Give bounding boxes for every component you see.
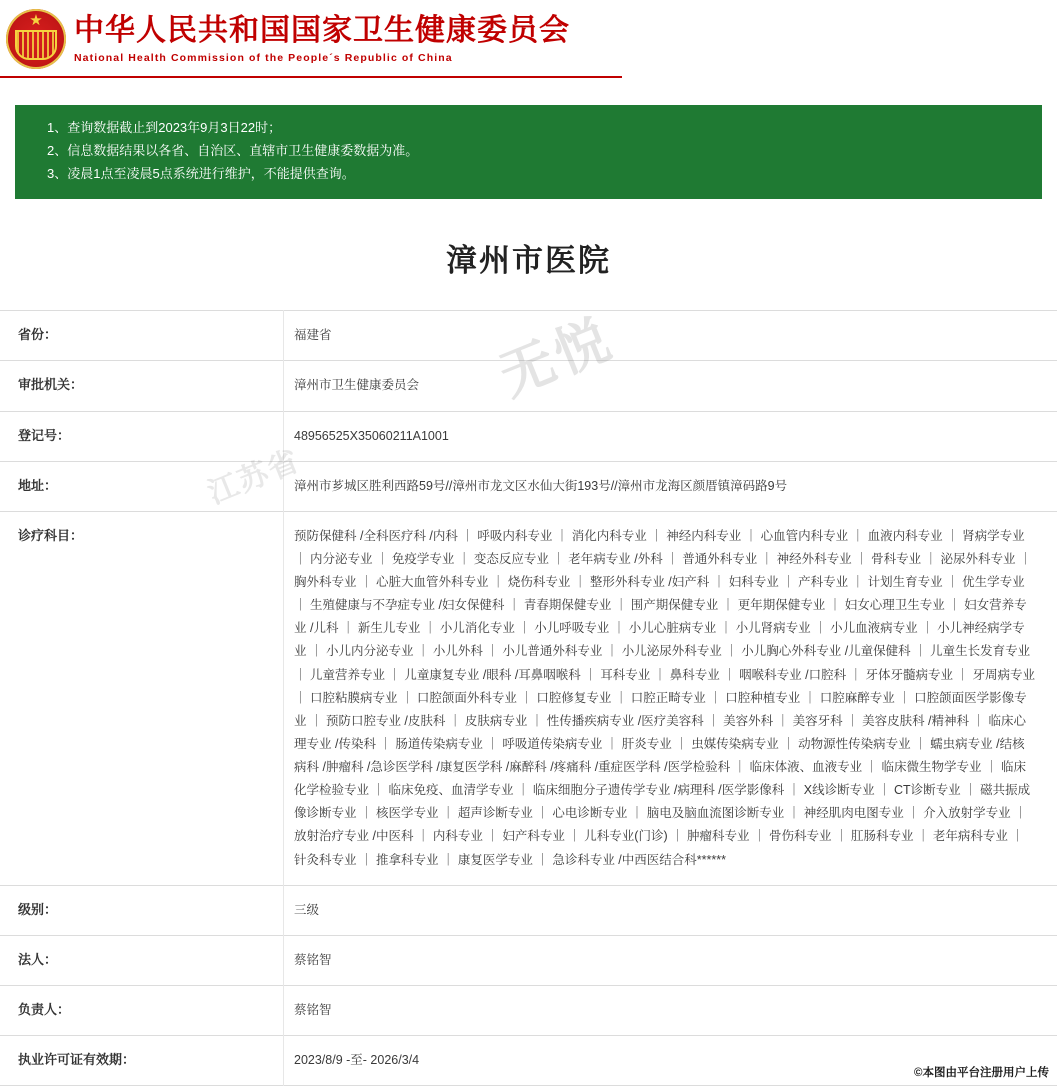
- page-title: 漳州市医院: [0, 235, 1057, 280]
- row-label-level: 级别：: [0, 885, 284, 935]
- table-row: [0, 935, 1057, 985]
- table-row: [0, 461, 1057, 511]
- hospital-info-table: [0, 310, 1057, 1086]
- site-header: [0, 0, 1057, 79]
- row-label-person-in-charge: 负责人：: [0, 985, 284, 1035]
- row-label-license-validity: 执业许可证有效期：: [0, 1036, 284, 1086]
- table-row: [0, 1036, 1057, 1086]
- row-value-authority: 漳州市卫生健康委员会: [284, 361, 1057, 411]
- watermark-primary: 无悦: [487, 296, 623, 411]
- footer-credit: ©本图由平台注册用户上传: [914, 1064, 1049, 1080]
- header-inner: [0, 0, 622, 78]
- table-row: [0, 361, 1057, 411]
- header-text: [74, 14, 570, 64]
- table-row: [0, 311, 1057, 361]
- row-label-province: 省份：: [0, 311, 284, 361]
- notice-line-3: 3、凌晨1点至凌晨5点系统进行维护，不能提供查询。: [47, 163, 1024, 186]
- header-title-en: National Health Commission of the People´s Republic of China: [74, 52, 570, 64]
- table-row: [0, 511, 1057, 885]
- table-row: [0, 411, 1057, 461]
- header-title-cn: 中华人民共和国国家卫生健康委员会: [74, 14, 570, 49]
- row-value-level: 三级: [284, 885, 1057, 935]
- row-label-scope: 诊疗科目：: [0, 511, 284, 885]
- header-divider: [0, 76, 622, 78]
- row-value-license-validity: 2023/8/9 -至- 2026/3/4: [284, 1036, 1057, 1086]
- row-label-registration-no: 登记号：: [0, 411, 284, 461]
- notice-line-1: 1、查询数据截止到2023年9月3日22时；: [47, 117, 1024, 140]
- table-row: [0, 885, 1057, 935]
- row-label-authority: 审批机关：: [0, 361, 284, 411]
- row-value-address: 漳州市芗城区胜利西路59号//漳州市龙文区水仙大街193号//漳州市龙海区颜厝镇漳码路9号: [284, 461, 1057, 511]
- row-value-scope: 预防保健科 /全科医疗科 /内科 ｜ 呼吸内科专业 ｜ 消化内科专业 ｜ 神经内科专业 ｜ 心血管内科专业 ｜ 血液内科专业 ｜ 肾病学专业 ｜ 内分泌专业 ｜ 免疫学专业 ｜ 变态反应专业 ｜ 老年病专业 /外科 ｜ 普通外科专业 ｜ 神经外科专业 ｜ 骨科专业 ｜ 泌尿外科专业 ｜ 胸外科专业 ｜ 心脏大血管外科专业 ｜ 烧伤科专业 ｜ 整形外科专业 /妇产科 ｜ 妇科专业 ｜ 产科专业 ｜ 计划生育专业 ｜ 优生学专业 ｜ 生殖健康与不孕症专业 /妇女保健科 ｜ 青春期保健专业 ｜ 围产期保健专业 ｜ 更年期保健专业 ｜ 妇女心理卫生专业 ｜ 妇女营养专业 /儿科 ｜ 新生儿专业 ｜ 小儿消化专业 ｜ 小儿呼吸专业 ｜ 小儿心脏病专业 ｜ 小儿肾病专业 ｜ 小儿血液病专业 ｜ 小儿神经病学专业 ｜ 小儿内分泌专业 ｜ 小儿外科 ｜ 小儿普通外科专业 ｜ 小儿泌尿外科专业 ｜ 小儿胸心外科专业 /儿童保健科 ｜ 儿童生长发育专业 ｜ 儿童营养专业 ｜ 儿童康复专业 /眼科 /耳鼻咽喉科 ｜ 耳科专业 ｜ 鼻科专业 ｜ 咽喉科专业 /口腔科 ｜ 牙体牙髓病专业 ｜ 牙周病专业 ｜ 口腔粘膜病专业 ｜ 口腔颌面外科专业 ｜ 口腔修复专业 ｜ 口腔正畸专业 ｜ 口腔种植专业 ｜ 口腔麻醉专业 ｜ 口腔颌面医学影像专业 ｜ 预防口腔专业 /皮肤科 ｜ 皮肤病专业 ｜ 性传播疾病专业 /医疗美容科 ｜ 美容外科 ｜ 美容牙科 ｜ 美容皮肤科 /精神科 ｜ 临床心理专业 /传染科 ｜ 肠道传染病专业 ｜ 呼吸道传染病专业 ｜ 肝炎专业 ｜ 虫媒传染病专业 ｜ 动物源性传染病专业 ｜ 蠕虫病专业 /结核病科 /肿瘤科 /急诊医学科 /康复医学科 /麻醉科 /疼痛科 /重症医学科 /医学检验科 ｜ 临床体液、血液专业 ｜ 临床微生物学专业 ｜ 临床化学检验专业 ｜ 临床免疫、血清学专业 ｜ 临床细胞分子遗传学专业 /病理科 /医学影像科 ｜ X线诊断专业 ｜ CT诊断专业 ｜ 磁共振成像诊断专业 ｜ 核医学专业 ｜ 超声诊断专业 ｜ 心电诊断专业 ｜ 脑电及脑血流图诊断专业 ｜ 神经肌肉电图专业 ｜ 介入放射学专业 ｜ 放射治疗专业 /中医科 ｜ 内科专业 ｜ 妇产科专业 ｜ 儿科专业(门诊) ｜ 肿瘤科专业 ｜ 骨伤科专业 ｜ 肛肠科专业 ｜ 老年病科专业 ｜ 针灸科专业 ｜ 推拿科专业 ｜ 康复医学专业 ｜ 急诊科专业 /中西医结合科******: [284, 511, 1057, 885]
- notice-line-2: 2、信息数据结果以各省、自治区、直辖市卫生健康委数据为准。: [47, 140, 1024, 163]
- row-value-province: 福建省: [284, 311, 1057, 361]
- row-label-address: 地址：: [0, 461, 284, 511]
- notice-banner: [15, 105, 1042, 199]
- table-row: [0, 985, 1057, 1035]
- row-value-person-in-charge: 蔡铭智: [284, 985, 1057, 1035]
- national-emblem-icon: [6, 9, 66, 69]
- row-label-legal-person: 法人：: [0, 935, 284, 985]
- row-value-legal-person: 蔡铭智: [284, 935, 1057, 985]
- row-value-registration-no: 48956525X35060211A1001: [284, 411, 1057, 461]
